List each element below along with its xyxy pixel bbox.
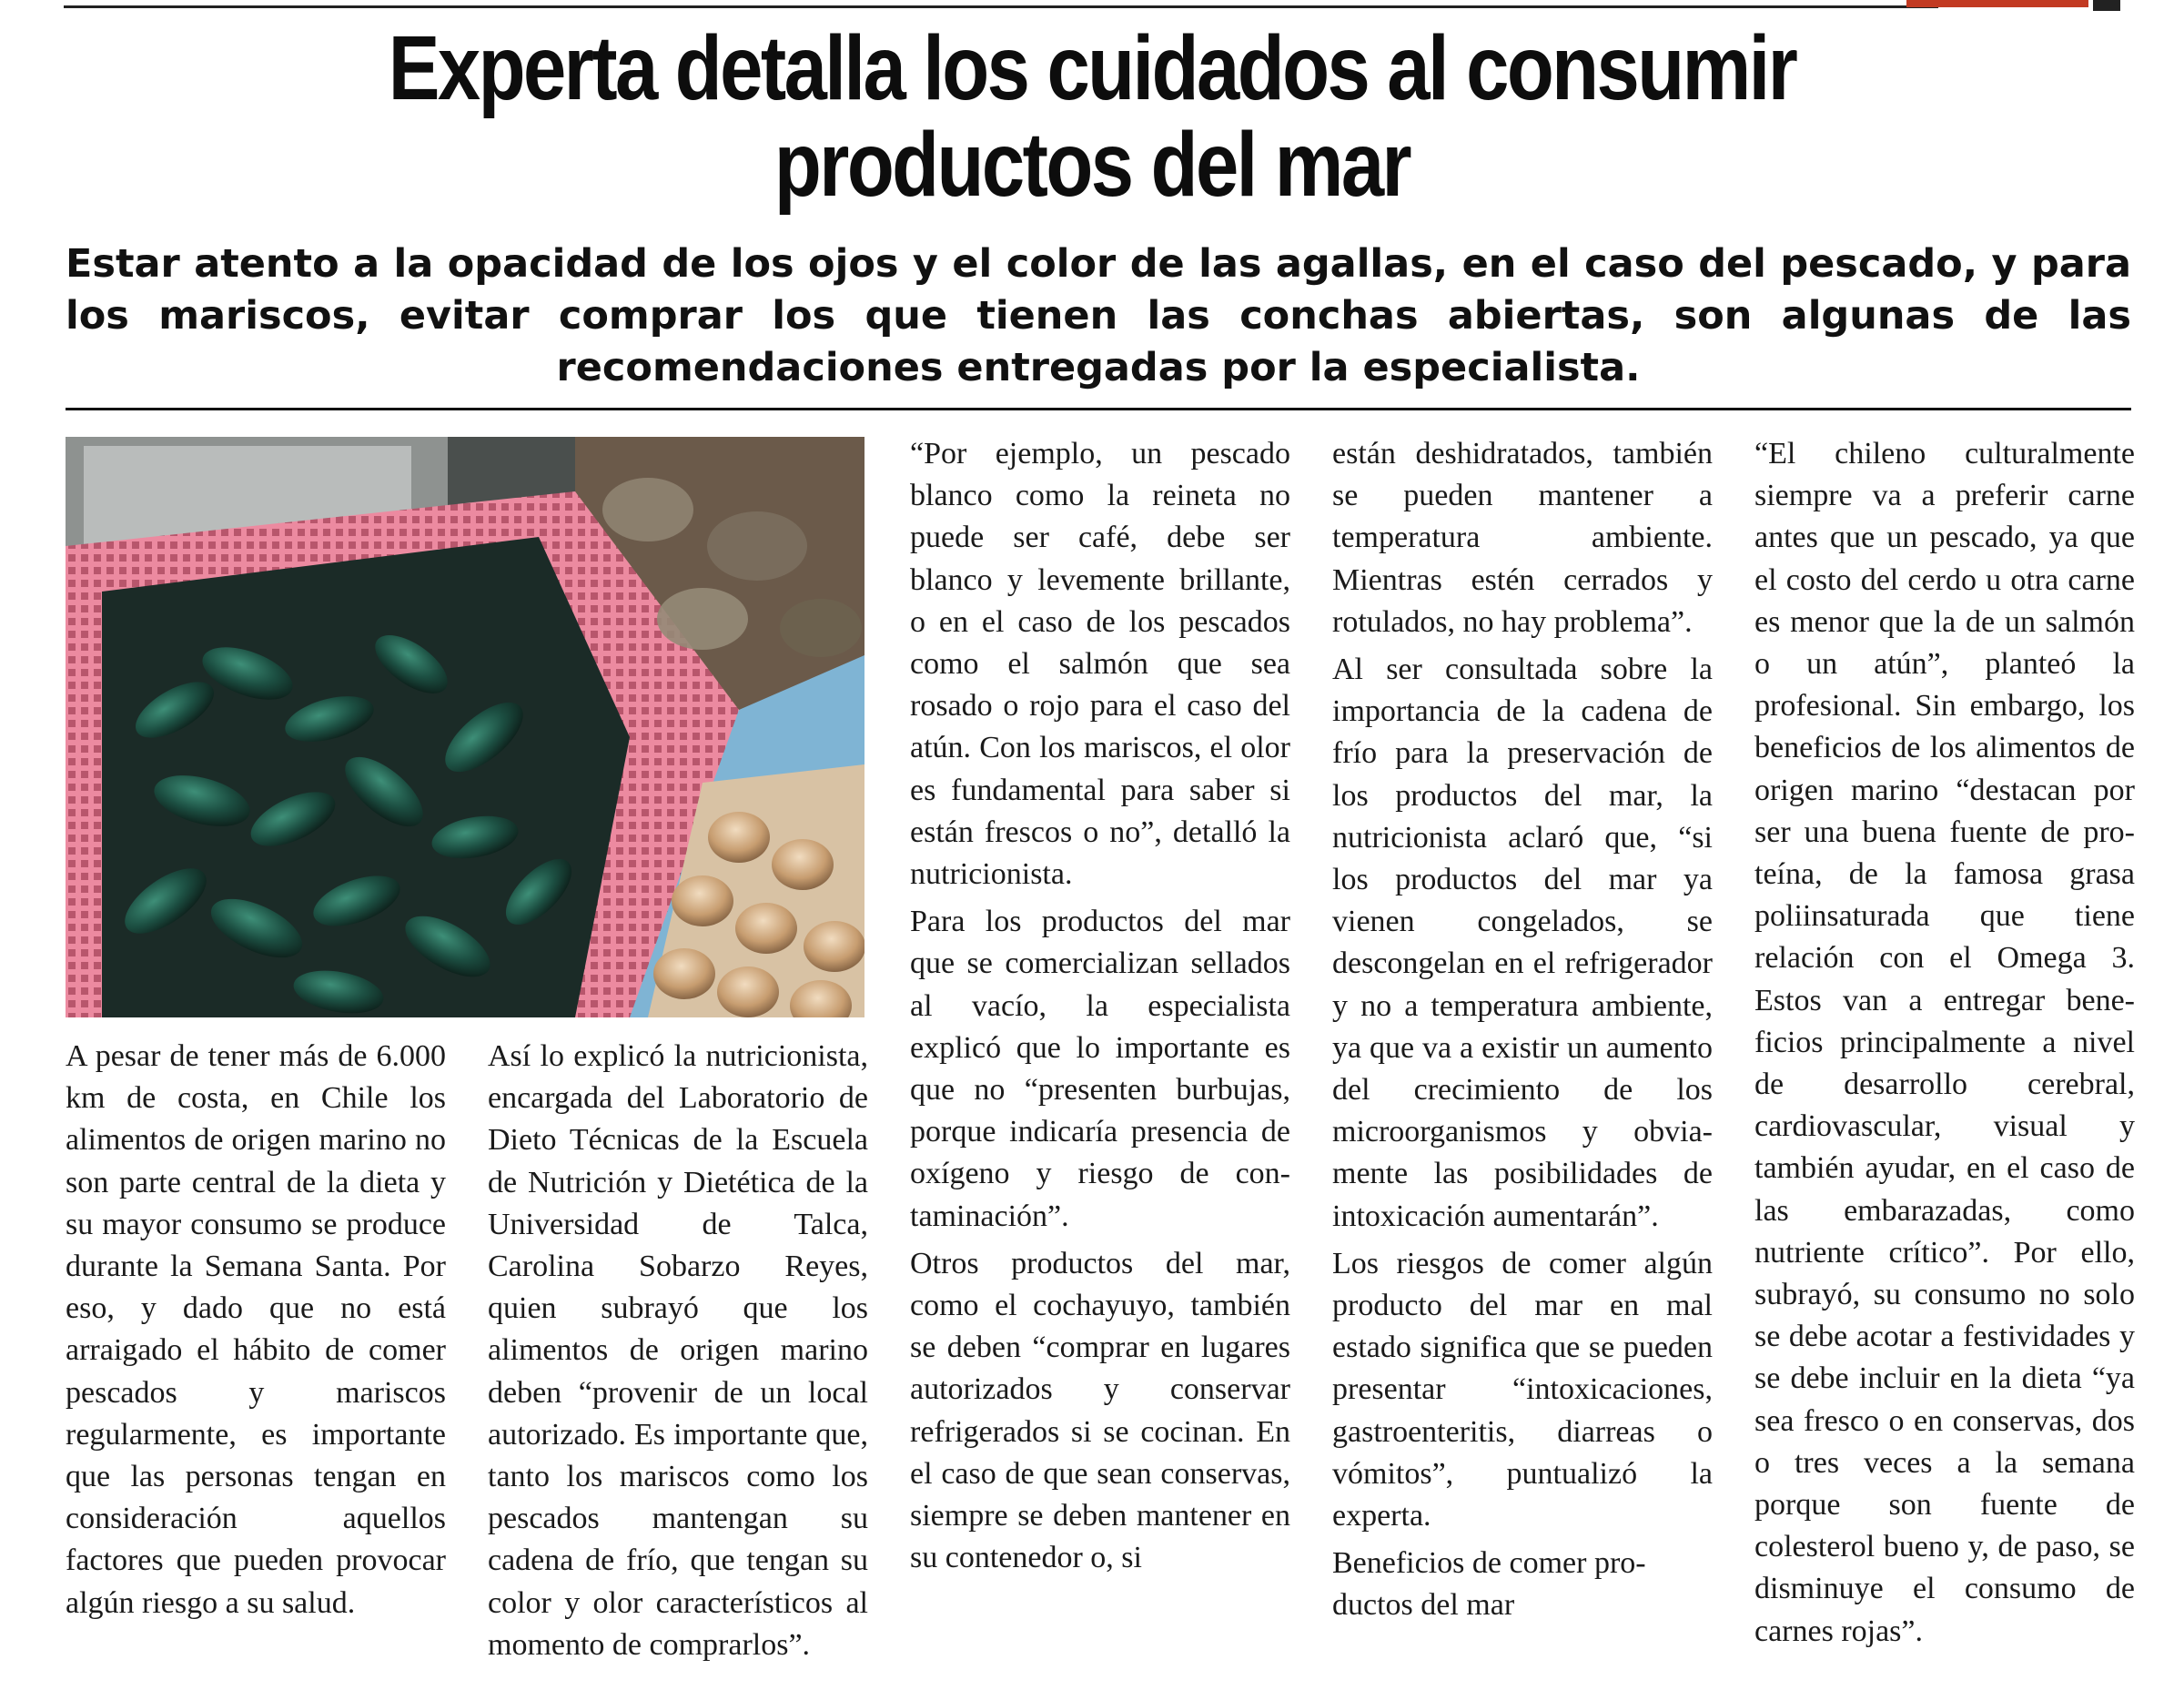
page-corner-marker (2093, 0, 2120, 11)
headline-line-2: productos del mar (774, 114, 1410, 216)
paragraph: Otros productos del mar, como el cochayuyo, también se deben “comprar en lugares autorizados y conservar refrigerados si se cocinan. En el caso de que sean conservas, siempre se deben mantener en su contenedor o, si (910, 1246, 1290, 1575)
top-rule (64, 5, 1938, 8)
paragraph: Los riesgos de comer algún producto del mar en mal estado significa que se pueden presentar “intoxicaciones, gastroenteritis, diarreas o vómitos”, puntualizó la experta. (1332, 1246, 1713, 1533)
body-column-1 (66, 1036, 446, 1691)
deck-divider (66, 408, 2131, 410)
article-headline (241, 17, 1943, 216)
paragraph: Para los productos del mar que se comercializan sellados al vacío, la especialista explicó que lo importante es que no “presenten burbujas, porque indicaría presencia de oxígeno y riesgo de contaminación”. (910, 905, 1290, 1233)
section-subhead: Beneficios de comer productos del mar (1332, 1546, 1646, 1623)
paragraph: Así lo explicó la nutricionista, encargada del Laboratorio de Dieto Técnicas de la Escuela de Nutrición y Dietética de la Universidad de Talca, Carolina Sobarzo Reyes, quien subrayó que los alimentos de origen marino deben “provenir de un local autorizado. Es importante que, tanto los mariscos como los pescados mantengan su cadena de frío, que tengan su color y olor característicos al momento de comprarlos”. (488, 1039, 868, 1662)
section-tab-marker (1906, 0, 2088, 7)
body-column-3 (910, 433, 1290, 1693)
body-column-4 (1332, 433, 1713, 1693)
photo-illustration (66, 437, 864, 1017)
paragraph: A pesar de tener más de 6.000 km de costa, en Chile los alimentos de origen marino no son parte central de la dieta y su mayor consumo se produce durante la Semana Santa. Por eso, y dado que no está arraigado el hábito de comer pescados y mariscos regularmente, es importante que las personas tengan en consideración aquellos factores que pueden provocar algún riesgo a su salud. (66, 1039, 446, 1620)
body-column-2 (488, 1036, 868, 1691)
paragraph: “Por ejemplo, un pescado blanco como la reineta no puede ser café, debe ser blanco y levemente brillante, o en el caso de los pescados como el salmón que sea rosado o rojo para el caso del atún. Con los mariscos, el olor es fundamental para saber si están frescos o no”, detalló la nutricionista. (910, 437, 1290, 892)
paragraph: “El chileno culturalmente siempre va a preferir carne antes que un pescado, ya que el costo del cerdo u otra carne es menor que la de un salmón o un atún”, planteó la profesional. Sin embargo, los beneficios de los alimentos de origen marino “destacan por ser una buena fuente de proteína, de la famosa grasa poliinsaturada que tiene relación con el Omega 3. Estos van a entregar beneficios principalmente a nivel de desarrollo cerebral, cardiovascular, visual y también ayudar, en el caso de las embarazadas, como nutriente crítico”. Por ello, subrayó, su consumo no solo se debe acotar a festividades y se debe incluir en la dieta “ya sea fresco o en conservas, dos o tres veces a la semana porque son fuente de colesterol bueno y, de paso, se disminuye el consumo de carnes rojas”. (1754, 437, 2135, 1648)
article-deck: Estar atento a la opacidad de los ojos y el color de las agallas, en el caso del pescado, y para los mariscos, evitar comprar los que tienen las conchas abiertas, son algunas de las recomendaciones entregadas por la especialista. (66, 241, 2131, 390)
paragraph: están deshidratados, también se pueden mantener a temperatura ambiente. Mientras estén cerrados y rotulados, no hay problema”. (1332, 437, 1713, 639)
body-column-5 (1754, 433, 2135, 1693)
seafood-market-photo (66, 437, 864, 1017)
headline-line-1: Experta detalla los cuidados al consumir (388, 17, 1796, 119)
paragraph: Al ser consultada sobre la importancia de la cadena de frío para la preservación de los productos del mar, la nutricionista aclaró que, “si los productos del mar ya vienen congelados, se descongelan en el refrigerador y no a temperatura ambiente, ya que va a existir un aumento del crecimiento de los microorganismos y obviamente las posibilidades de intoxicación aumentarán”. (1332, 653, 1713, 1233)
